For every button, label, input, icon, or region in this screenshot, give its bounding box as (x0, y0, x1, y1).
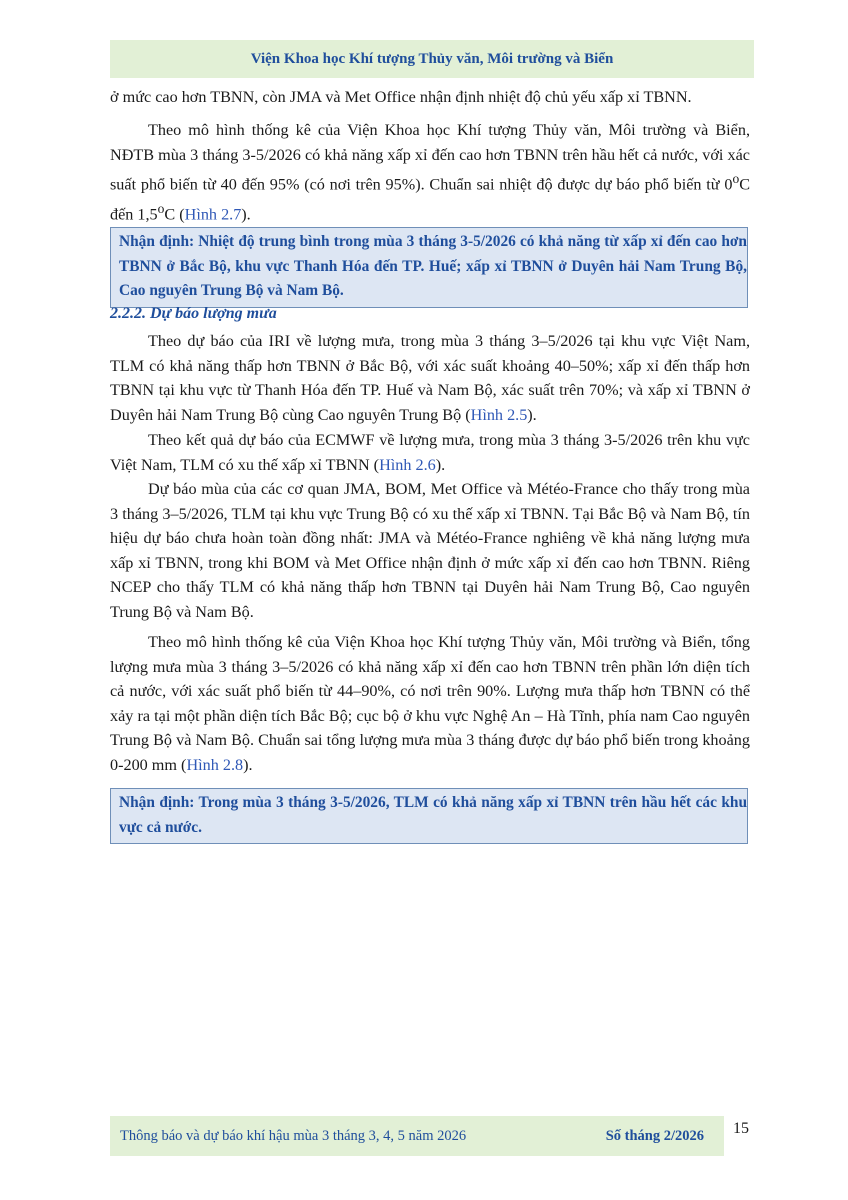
paragraph-temperature-statistical: Theo mô hình thống kê của Viện Khoa học Khí tượng Thủy văn, Môi trường và Biển, NĐTB mùa 3 tháng 3-5/2026 có khả năng xấp xỉ đến cao hơn TBNN trên hầu hết cả nước, với xác suất phổ biến từ 40 đến 95% (có nơi trên 95%). Chuẩn sai nhiệt độ được dự báo phổ biến từ 0$^o$C đến 1,5$^o$C (Hình 2.7). (110, 121, 750, 224)
note-box-rainfall (110, 788, 748, 844)
figure-link-2-6[interactable]: Hình 2.6 (379, 455, 436, 474)
footer-issue: Số tháng 2/2026 (605, 1127, 704, 1144)
paragraph-rainfall-iri: Theo dự báo của IRI về lượng mưa, trong mùa 3 tháng 3–5/2026 tại khu vực Việt Nam, TLM có khả năng thấp hơn TBNN ở Bắc Bộ, với xác suất khoảng 40–50%; xấp xỉ đến thấp hơn TBNN tại khu vực từ Thanh Hóa đến TP. Huế và Nam Bộ, xác suất trên 70%; và xấp xỉ TBNN ở Duyên hải Nam Trung Bộ cùng Cao nguyên Trung Bộ (Hình 2.5). (110, 332, 750, 424)
note-box-temperature (110, 227, 748, 308)
note-text-rainfall: Nhận định: Trong mùa 3 tháng 3-5/2026, TLM có khả năng xấp xỉ TBNN trên hầu hết các khu vực cả nước. (119, 794, 747, 836)
note-text-temperature: Nhận định: Nhiệt độ trung bình trong mùa 3 tháng 3-5/2026 có khả năng từ xấp xỉ đến cao hơn TBNN ở Bắc Bộ, khu vực Thanh Hóa đến TP. Huế; xấp xỉ TBNN ở Duyên hải Nam Trung Bộ, Cao nguyên Trung Bộ và Nam Bộ. (119, 233, 747, 299)
paragraph-temperature-continuation: ở mức cao hơn TBNN, còn JMA và Met Office nhận định nhiệt độ chủ yếu xấp xỉ TBNN. (110, 88, 692, 106)
figure-link-2-7[interactable]: Hình 2.7 (184, 205, 242, 224)
page-footer (110, 1116, 724, 1156)
figure-link-2-8[interactable]: Hình 2.8 (186, 755, 244, 774)
section-heading-rainfall: 2.2.2. Dự báo lượng mưa (110, 305, 277, 322)
page-header (110, 40, 754, 78)
page-number: 15 (733, 1120, 749, 1137)
paragraph-rainfall-ecmwf: Theo kết quả dự báo của ECMWF về lượng mưa, trong mùa 3 tháng 3-5/2026 trên khu vực Việt Nam, TLM có xu thế xấp xỉ TBNN (Hình 2.6). (110, 431, 750, 474)
header-title: Viện Khoa học Khí tượng Thủy văn, Môi trường và Biển (250, 50, 614, 67)
figure-link-2-5[interactable]: Hình 2.5 (470, 405, 528, 424)
paragraph-rainfall-statistical: Theo mô hình thống kê của Viện Khoa học Khí tượng Thủy văn, Môi trường và Biển, tổng lượng mưa mùa 3 tháng 3–5/2026 có khả năng xấp xỉ đến cao hơn TBNN trên phần lớn diện tích cả nước, với xác suất phổ biến từ 44–90%, có nơi trên 90%. Lượng mưa thấp hơn TBNN có thể xảy ra tại một phần diện tích Bắc Bộ; cục bộ ở khu vực Nghệ An – Hà Tĩnh, phía nam Cao nguyên Trung Bộ và Nam Bộ. Chuẩn sai tổng lượng mưa mùa 3 tháng được dự báo phổ biến trong khoảng 0-200 mm (Hình 2.8). (110, 633, 750, 774)
paragraph-rainfall-agencies: Dự báo mùa của các cơ quan JMA, BOM, Met Office và Météo-France cho thấy trong mùa 3 tháng 3–5/2026, TLM tại khu vực Trung Bộ có xu thế xấp xỉ TBNN. Tại Bắc Bộ và Nam Bộ, tín hiệu dự báo chưa hoàn toàn đồng nhất: JMA và Météo-France nghiêng về khả năng lượng mưa xấp xỉ TBNN, trong khi BOM và Met Office nhận định ở mức xấp xỉ đến cao hơn TBNN. Riêng NCEP cho thấy TLM có khả năng thấp hơn TBNN tại Duyên hải Nam Trung Bộ, Cao nguyên Trung Bộ và Nam Bộ. (110, 480, 750, 621)
footer-title: Thông báo và dự báo khí hậu mùa 3 tháng 3, 4, 5 năm 2026 (120, 1127, 467, 1144)
